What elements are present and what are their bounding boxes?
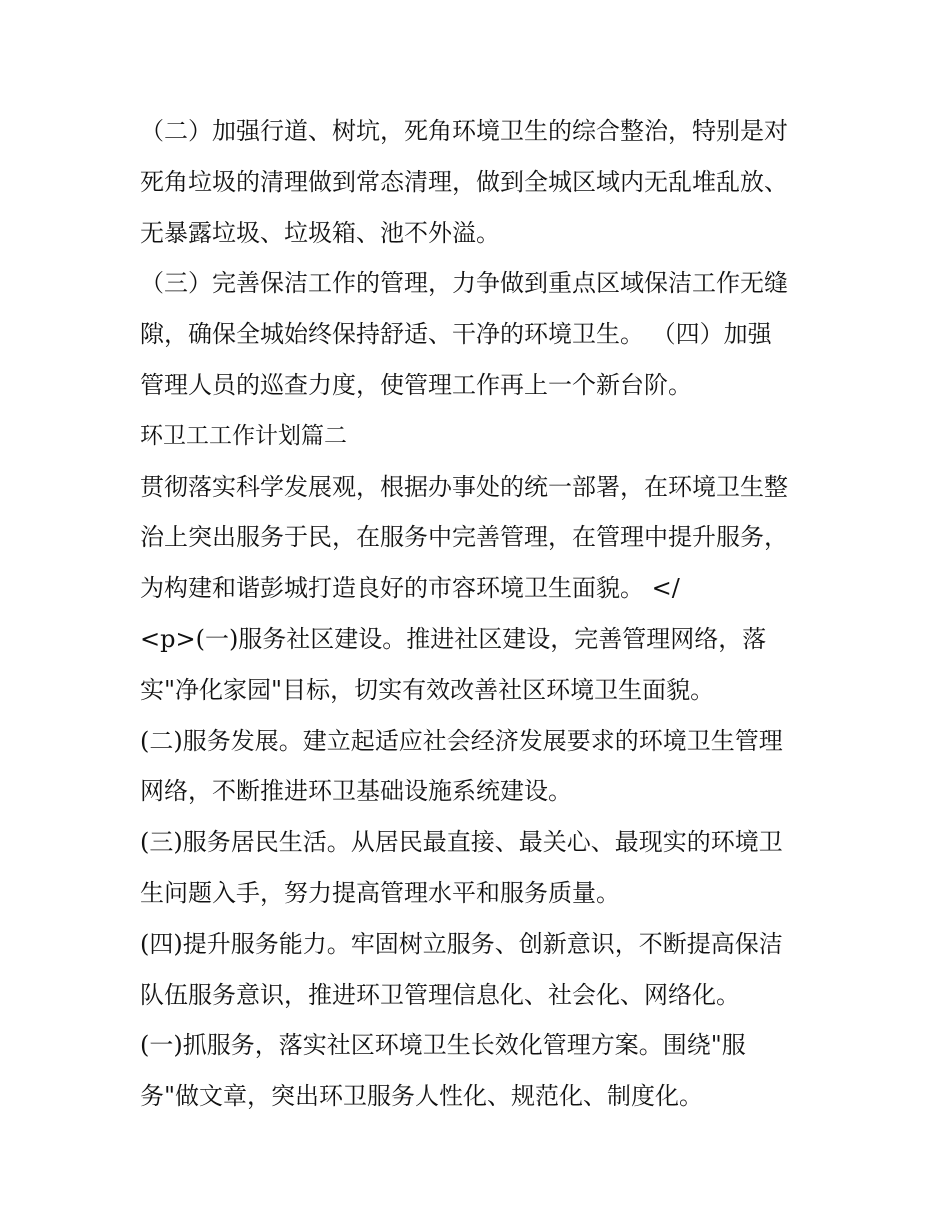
text-line: 隙，确保全城始终保持舒适、干净的环境卫生。 （四）加强 [140, 320, 772, 349]
text-line: 实"净化家园"目标，切实有效改善社区环境卫生面貌。 [140, 675, 715, 704]
text-line: <p>(一)服务社区建设。推进社区建设，完善管理网络，落 [140, 624, 767, 653]
text-line: 管理人员的巡查力度，使管理工作再上一个新台阶。 [140, 370, 692, 399]
text-line: （三）完善保洁工作的管理，力争做到重点区域保洁工作无缝 [140, 269, 788, 298]
text-line: (三)服务居民生活。从居民最直接、最关心、最现实的环境卫 [140, 828, 783, 857]
text-line: (四)提升服务能力。牢固树立服务、创新意识，不断提高保洁 [140, 929, 783, 958]
text-line: 务"做文章，突出环卫服务人性化、规范化、制度化。 [140, 1082, 704, 1111]
text-line: (二)服务发展。建立起适应社会经济发展要求的环境卫生管理 [140, 726, 783, 755]
text-line: （二）加强行道、树坑，死角环境卫生的综合整治，特别是对 [140, 117, 788, 145]
section-heading: 环卫工工作计划篇二 [140, 422, 347, 449]
text-line: 无暴露垃圾、垃圾箱、池不外溢。 [140, 218, 500, 247]
text-line: 生问题入手，努力提高管理水平和服务质量。 [140, 878, 620, 907]
text-line: (一)抓服务，落实社区环境卫生长效化管理方案。围绕"服 [140, 1031, 746, 1060]
text-line: 网络，不断推进环卫基础设施系统建设。 [140, 777, 572, 806]
document-body [140, 106, 830, 1122]
text-line: 为构建和谐彭城打造良好的市容环境卫生面貌。 </ [140, 574, 680, 603]
text-line: 队伍服务意识，推进环卫管理信息化、社会化、网络化。 [140, 980, 740, 1009]
text-line: 治上突出服务于民，在服务中完善管理，在管理中提升服务， [140, 523, 788, 552]
text-line: 死角垃圾的清理做到常态清理，做到全城区域内无乱堆乱放、 [140, 167, 788, 196]
text-line: 贯彻落实科学发展观，根据办事处的统一部署，在环境卫生整 [140, 472, 788, 501]
